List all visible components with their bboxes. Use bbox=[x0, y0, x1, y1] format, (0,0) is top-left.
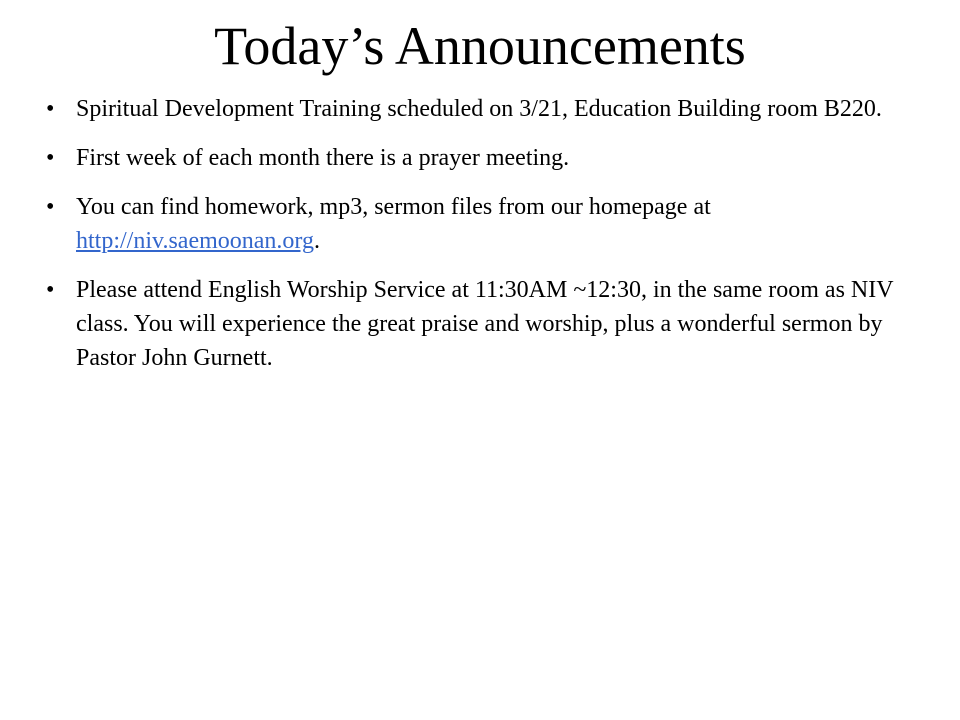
announcement-item-homepage bbox=[46, 190, 936, 258]
announcement-text-after-link: . bbox=[313, 228, 320, 254]
announcement-item-prayer-meeting bbox=[46, 141, 936, 175]
bullet-icon: • bbox=[46, 277, 55, 303]
announcement-text: First week of each month there is a prayer meeting. bbox=[76, 145, 570, 171]
slide-title: Today’s Announcements bbox=[214, 16, 746, 76]
bullet-icon: • bbox=[46, 145, 55, 171]
announcement-text-before-link: You can find homework, mp3, sermon files from our homepage at bbox=[76, 194, 711, 220]
bullet-icon: • bbox=[46, 194, 55, 220]
announcement-text: Please attend English Worship Service at 11:30AM ~12:30, in the same room as NIV class. You will experience the great praise and worship, plus a wonderful sermon by Pastor John Gurnett. bbox=[76, 277, 894, 371]
homepage-link[interactable]: http://niv.saemoonan.org bbox=[76, 228, 314, 254]
bullet-icon: • bbox=[46, 96, 55, 122]
announcement-text: Spiritual Development Training scheduled on 3/21, Education Building room B220. bbox=[76, 96, 882, 122]
announcement-item-worship-service bbox=[46, 273, 936, 375]
announcement-item-training bbox=[46, 92, 936, 126]
announcement-list bbox=[46, 92, 936, 390]
